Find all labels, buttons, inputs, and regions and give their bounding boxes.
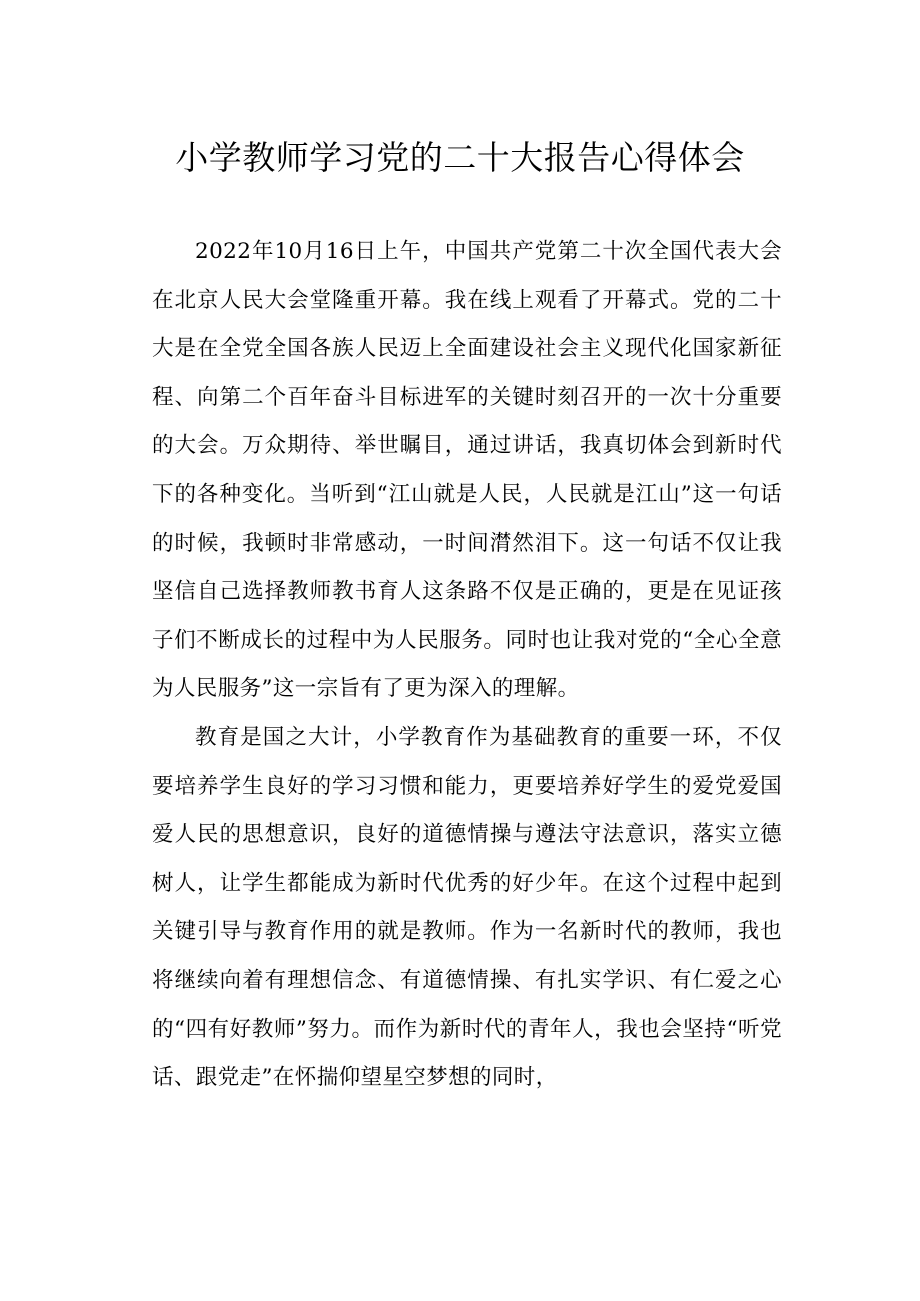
paragraph-2: 教育是国之大计，小学教育作为基础教育的重要一环，不仅要培养学生良好的学习习惯和能力，更要培养好学生的爱党爱国爱人民的思想意识，良好的道德情操与遵法守法意识，落实立德树人，让学生都能成为新时代优秀的好少年。在这个过程中起到关键引导与教育作用的就是教师。作为一名新时代的教师，我也将继续向着有理想信念、有道德情操、有扎实学识、有仁爱之心的“四有好教师”努力。而作为新时代的青年人，我也会坚持“听党话、跟党走”在怀揣仰望星空梦想的同时， — [152, 724, 782, 1091]
paragraph-1: 2022年10月16日上午，中国共产党第二十次全国代表大会在北京人民大会堂隆重开幕。我在线上观看了开幕式。党的二十大是在全党全国各族人民迈上全面建设社会主义现代化国家新征程、向第二个百年奋斗目标进军的关键时刻召开的一次十分重要的大会。万众期待、举世瞩目，通过讲话，我真切体会到新时代下的各种变化。当听到“江山就是人民，人民就是江山”这一句话的时候，我顿时非常感动，一时间潸然泪下。这一句话不仅让我坚信自己选择教师教书育人这条路不仅是正确的，更是在见证孩子们不断成长的过程中为人民服务。同时也让我对党的“全心全意为人民服务”这一宗旨有了更为深入的理解。 — [152, 239, 782, 702]
document-title: 小学教师学习党的二十大报告心得体会 — [175, 138, 745, 177]
document-body — [152, 228, 782, 1103]
